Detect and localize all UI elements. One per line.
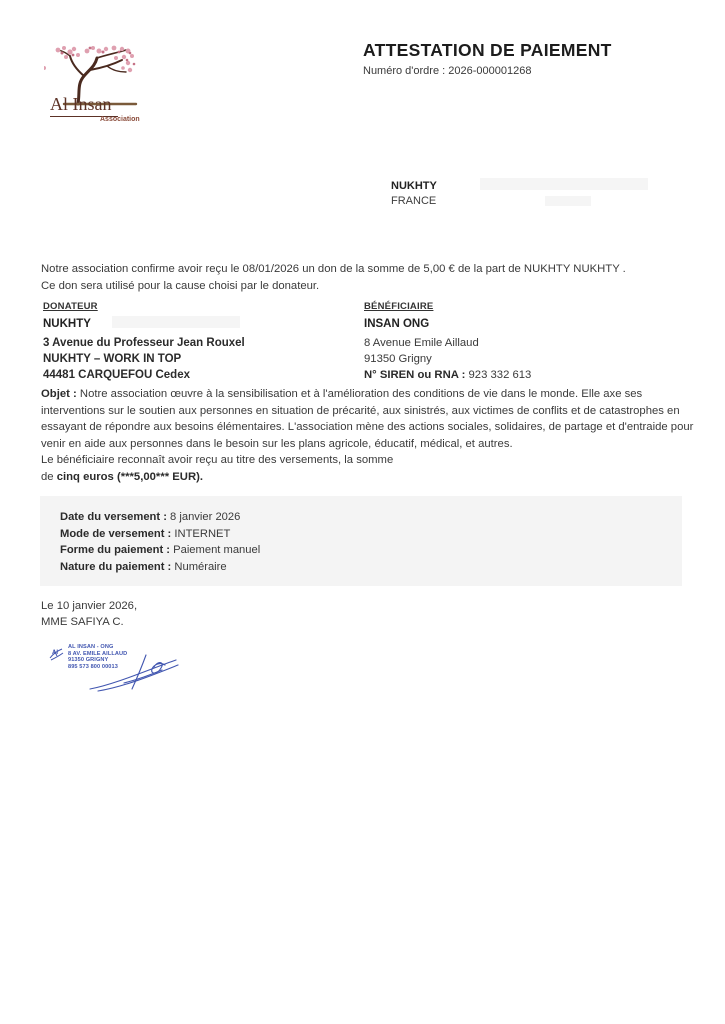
beneficiary-name: INSAN ONG [364,318,430,330]
payment-detail-row [60,509,260,526]
stamp-line-4: 895 573 800 00013 [68,663,118,670]
donor-address-line-2: NUKHTY – WORK IN TOP [43,353,182,365]
donor-address [43,335,353,383]
payment-detail-label: Mode de versement : [60,527,172,540]
objet-paragraph [41,386,704,452]
donor-address-line-3: 44481 CARQUEFOU Cedex [43,369,190,381]
stamp-line-3: 91350 GRIGNY [68,657,109,664]
closing-name: MME SAFIYA C. [41,616,124,628]
beneficiary-header: BÉNÉFICIAIRE [364,301,434,312]
intro-paragraph [41,261,706,295]
donor-address-line-1: 3 Avenue du Professeur Jean Rouxel [43,337,245,349]
objet-text: Notre association œuvre à la sensibilisation et à l'amélioration des conditions de vie dans le monde. Elle axe ses interventions sur le soutien aux personnes en situation de précarité, aux sinistrés, aux victimes de conflits et de catastrophes en essayant de répondre aux besoins élémentaires. L'association mène des actions sociales, solidaires, de partage et d'entraide pour venir en aide aux personnes dans le besoin sur les plans agricole, éducatif, médical, et autres. [41,388,694,450]
recipient-name: NUKHTY [391,180,437,192]
payment-detail-label: Nature du paiement : [60,560,172,573]
page-title: ATTESTATION DE PAIEMENT [363,40,612,60]
logo-text: Al Insan [50,94,118,117]
donor-block [43,301,353,383]
siren-value: 923 332 613 [465,369,532,381]
order-number-value: 2026-000001268 [448,65,532,77]
acknowledgement-paragraph [41,452,681,485]
payment-details-list [60,509,260,575]
beneficiary-address-line-2: 91350 Grigny [364,353,432,365]
svg-text:AI: AI [52,650,58,656]
association-stamp [46,641,196,696]
recipient-address-block [391,179,437,209]
order-number-label: Numéro d'ordre : [363,65,446,77]
payment-details-panel [40,496,682,586]
order-number-line [363,65,531,77]
stamp-line-2: 8 AV. EMILE AILLAUD [68,650,128,657]
donor-header: DONATEUR [43,301,98,312]
closing-block [41,598,137,630]
closing-date: Le 10 janvier 2026, [41,600,138,612]
payment-detail-row [60,559,260,576]
intro-line-1: Notre association confirme avoir reçu le 08/01/2026 un don de la somme de 5,00 € de la part de NUKHTY NUKHTY . [41,263,626,275]
signature-icon [88,653,180,695]
siren-label: N° SIREN ou RNA : [364,369,466,381]
beneficiary-address-line-1: 8 Avenue Emile Aillaud [364,337,479,349]
beneficiary-block [364,301,684,383]
donor-name: NUKHTY [43,318,91,330]
recipient-country: FRANCE [391,195,437,207]
objet-label: Objet : [41,388,77,400]
payment-detail-value: Paiement manuel [170,544,261,556]
ack-prefix: de [41,470,57,483]
ack-line-1: Le bénéficiaire reconnaît avoir reçu au titre des versements, la somme [41,454,394,466]
redacted-box [545,196,591,206]
intro-line-2: Ce don sera utilisé pour la cause choisi par le donateur. [41,280,320,292]
payment-detail-label: Forme du paiement : [60,544,171,556]
stamp-emblem-icon [48,646,66,662]
payment-detail-value: INTERNET [171,527,231,540]
association-logo [44,44,154,129]
payment-detail-value: Numéraire [171,560,227,573]
stamp-line-1: AL INSAN - ONG [68,644,114,650]
logo-subtitle: Association [100,116,140,123]
payment-detail-value: 8 janvier 2026 [166,511,241,523]
ack-amount: cinq euros (***5,00*** EUR). [56,470,203,483]
redacted-box [480,178,648,190]
payment-detail-row [60,542,260,559]
redacted-box [112,316,240,328]
beneficiary-siren-line [364,367,684,383]
beneficiary-address [364,335,684,383]
payment-detail-label: Date du versement : [60,511,167,523]
payment-detail-row [60,526,260,543]
